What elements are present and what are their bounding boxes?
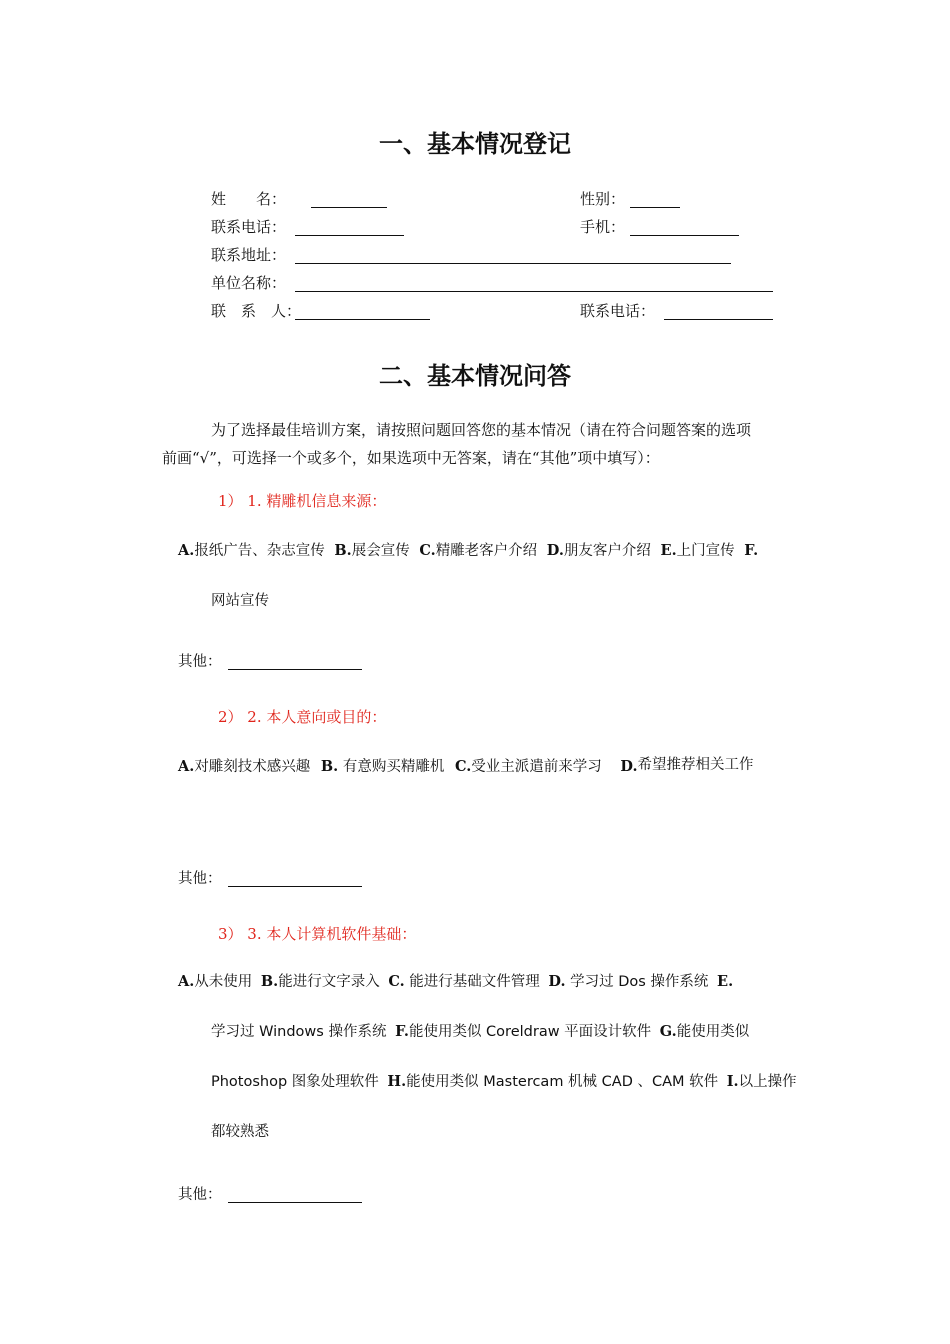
q2-option-a[interactable]: A.对雕刻技术感兴趣 (178, 758, 311, 775)
q3-other-field[interactable] (228, 1202, 362, 1203)
intro-line-1: 为了选择最佳培训方案，请按照问题回答您的基本情况（请在符合问题答案的选项 (211, 421, 752, 439)
q3-option-e[interactable]: E. (717, 973, 734, 990)
question-3-options (178, 957, 808, 1007)
company-label: 单位名称： (211, 274, 287, 292)
q3-option-h[interactable]: H.能使用类似 Mastercam 机械 CAD 、CAM 软件 (387, 1073, 719, 1090)
q2-option-d[interactable]: D.希望推荐相关工作 (620, 757, 754, 775)
name-field[interactable] (311, 207, 387, 208)
q3-option-g[interactable]: G.能使用类似 Photoshop 图象处理软件 (211, 1023, 750, 1090)
question-3-options-continued (211, 1007, 811, 1157)
q3-option-b[interactable]: B.能进行文字录入 (260, 973, 380, 990)
q1-option-b[interactable]: B.展会宣传 (334, 542, 410, 559)
mobile-field[interactable] (630, 235, 739, 236)
contact-label: 联 系 人： (211, 302, 302, 320)
question-2-options-line-1 (178, 755, 756, 790)
q3-option-i[interactable]: I.以上操作都较熟悉 (211, 1073, 797, 1140)
q2-other-field[interactable] (228, 886, 362, 887)
q1-option-a[interactable]: A.报纸广告、杂志宣传 (178, 542, 325, 559)
address-field[interactable] (295, 263, 731, 264)
q3-option-d[interactable]: D. 学习过 Dos 操作系统 (548, 973, 709, 990)
company-field[interactable] (295, 291, 773, 292)
q1-other-label: 其他： (178, 654, 222, 670)
contact-field[interactable] (295, 319, 430, 320)
q1-option-f-text[interactable]: 网站宣传 (211, 593, 269, 609)
phone-label: 联系电话： (211, 218, 287, 236)
q3-option-c[interactable]: C. 能进行基础文件管理 (388, 973, 540, 990)
name-label: 姓 名： (211, 190, 287, 208)
q1-option-e[interactable]: E.上门宣传 (660, 542, 735, 559)
q1-option-f-key[interactable]: F. (744, 542, 759, 559)
contact-phone-label: 联系电话： (580, 302, 656, 320)
q2-other-label: 其他： (178, 871, 222, 887)
phone-field[interactable] (295, 235, 404, 236)
section-title-questions: 二、基本情况问答 (379, 362, 571, 390)
gender-field[interactable] (630, 207, 680, 208)
q1-option-c[interactable]: C.精雕老客户介绍 (419, 542, 538, 559)
question-2-title: 2） 2. 本人意向或目的： (218, 708, 387, 726)
gender-label: 性别： (580, 190, 626, 208)
q3-option-f[interactable]: F.能使用类似 Coreldraw 平面设计软件 (395, 1023, 652, 1040)
question-1-title: 1） 1. 精雕机信息来源： (218, 492, 387, 510)
question-1-options-line-1 (178, 539, 758, 560)
mobile-label: 手机： (580, 218, 626, 236)
q1-option-d[interactable]: D.朋友客户介绍 (546, 542, 651, 559)
section-title-registration: 一、基本情况登记 (379, 130, 571, 158)
address-label: 联系地址： (211, 246, 287, 264)
q2-option-c[interactable]: C.受业主派遣前来学习 (454, 758, 602, 775)
q3-other-label: 其他： (178, 1187, 222, 1203)
q1-other-field[interactable] (228, 669, 362, 670)
contact-phone-field[interactable] (664, 319, 773, 320)
q3-option-e-text[interactable]: 学习过 Windows 操作系统 (211, 1024, 387, 1040)
q2-option-b[interactable]: B. 有意购买精雕机 (320, 758, 445, 775)
q3-option-a[interactable]: A.从未使用 (178, 973, 253, 990)
intro-line-2: 前画“√”，可选择一个或多个，如果选项中无答案，请在“其他”项中填写）： (162, 449, 660, 467)
question-3-title: 3） 3. 本人计算机软件基础： (218, 925, 417, 943)
